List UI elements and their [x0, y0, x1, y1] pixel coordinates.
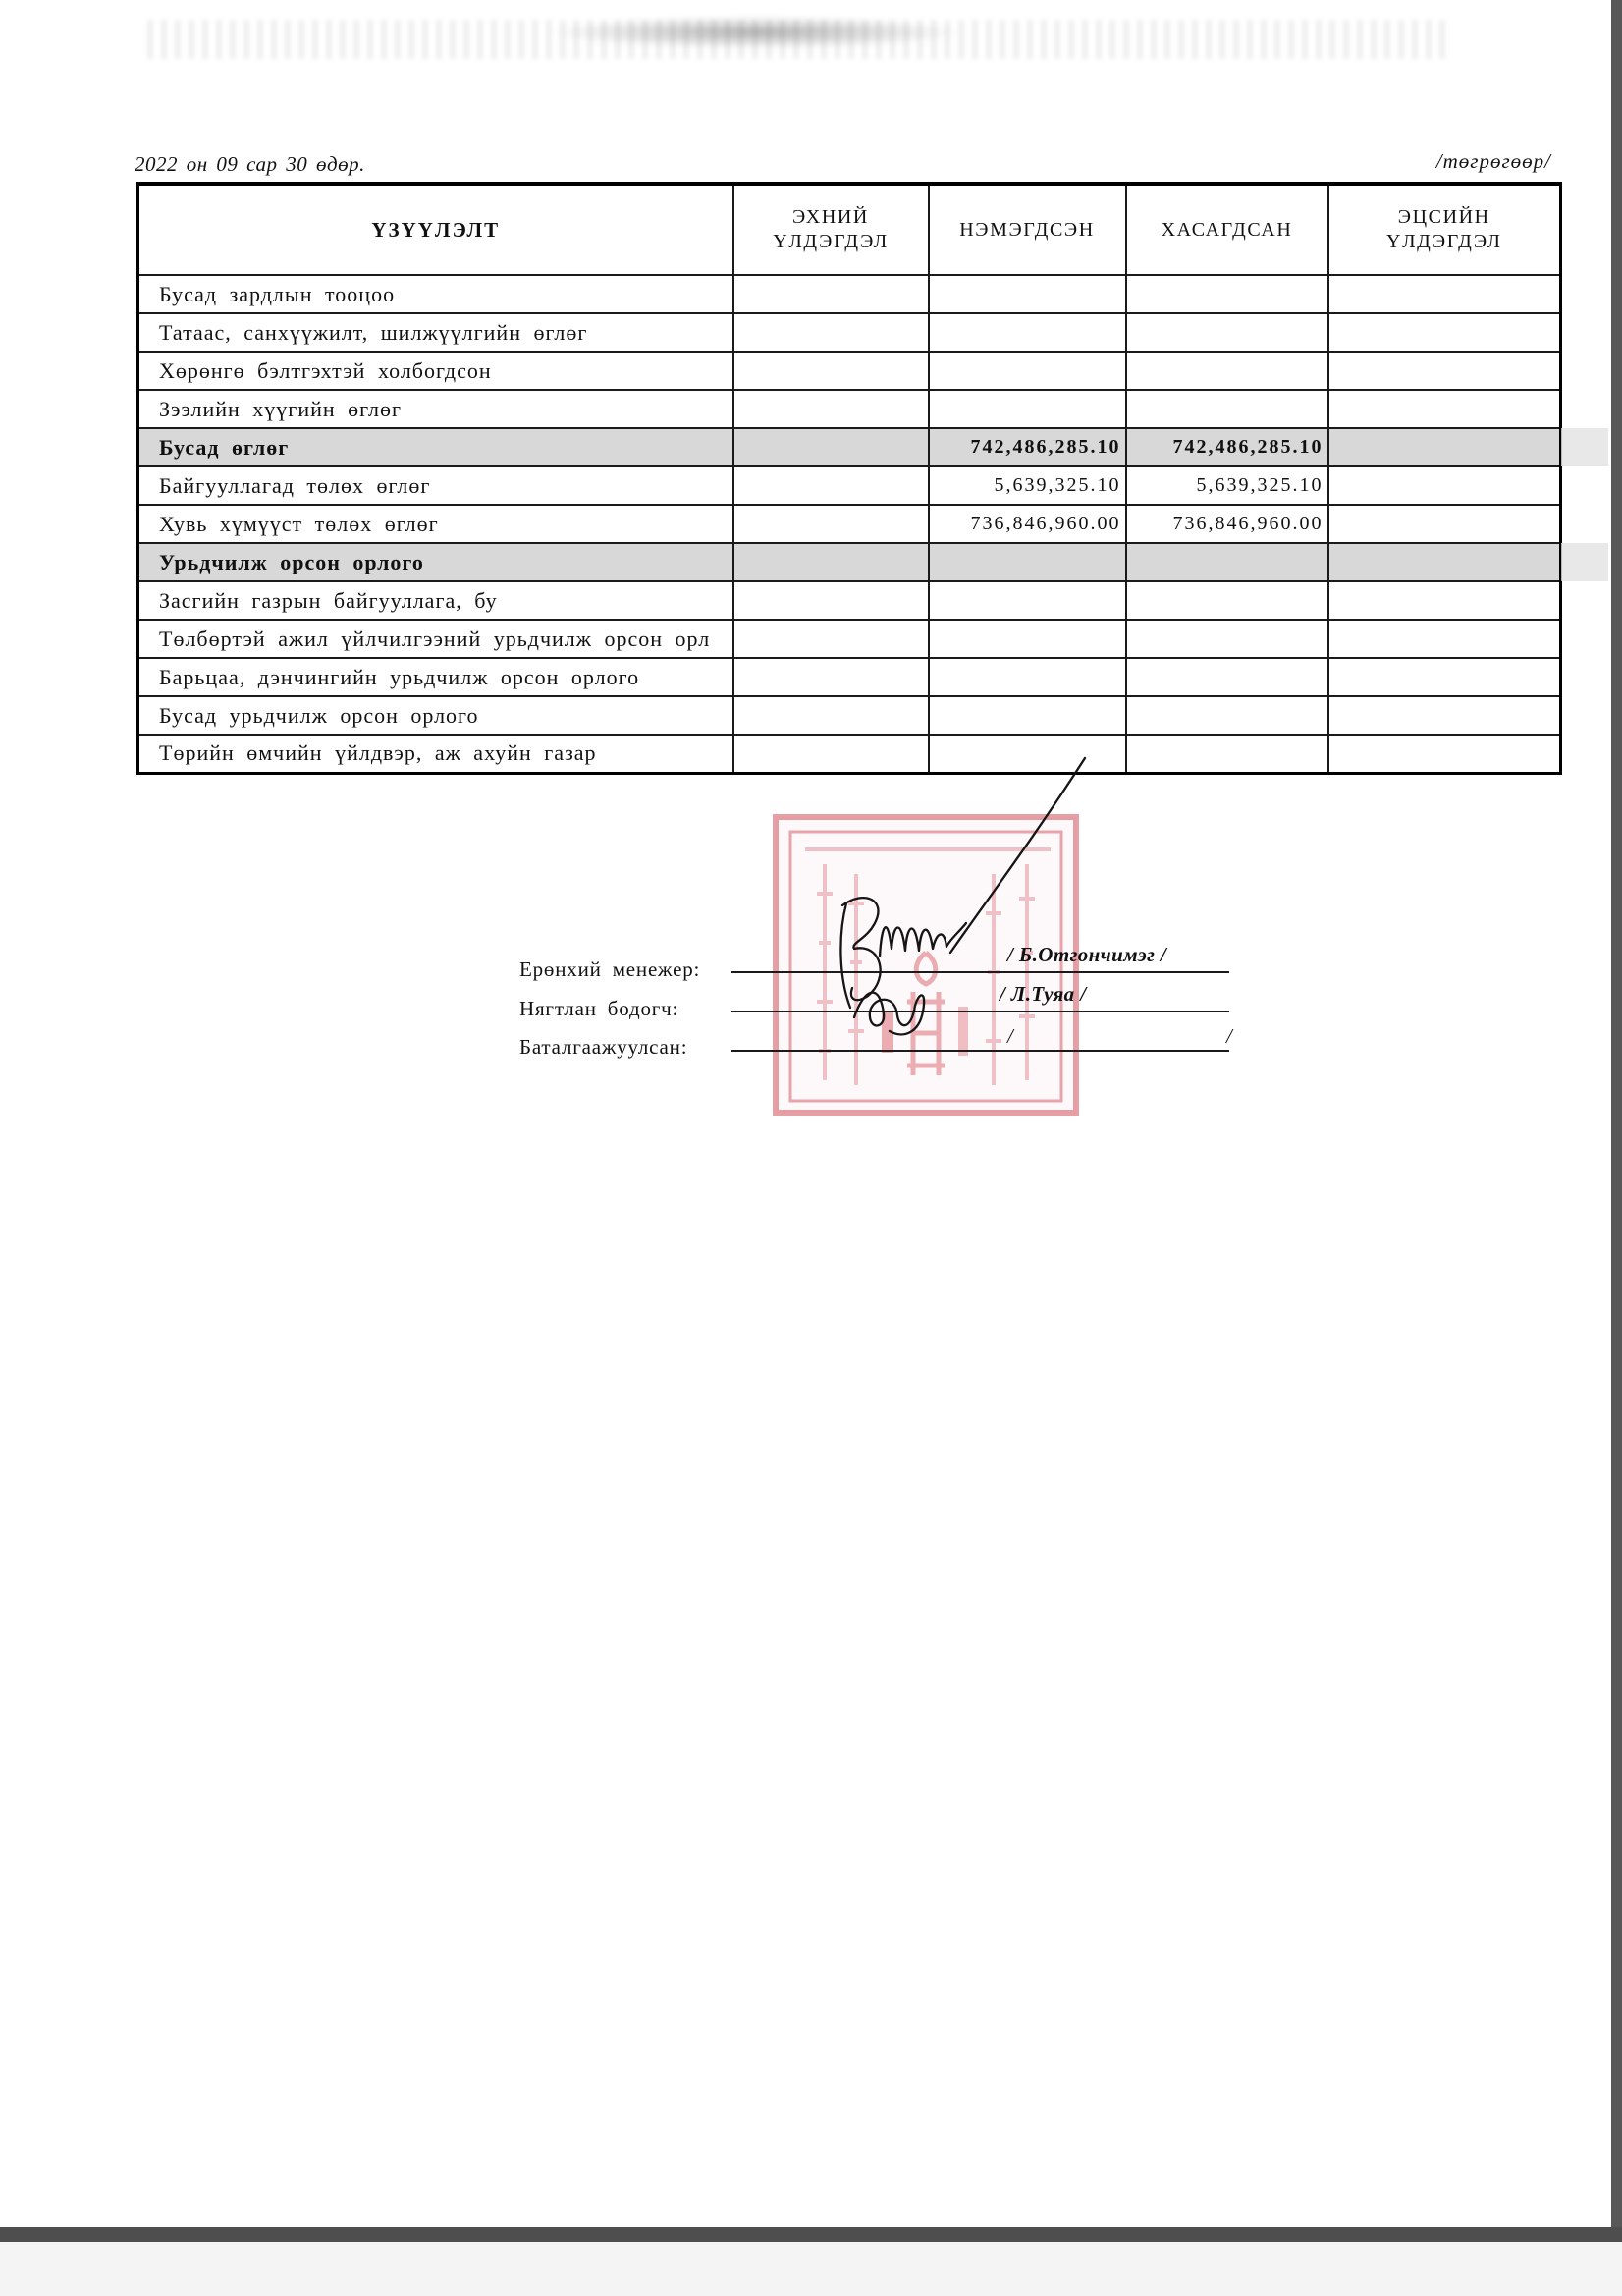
report-date: 2022 он 09 сар 30 өдөр.: [135, 152, 365, 176]
deducted-amount-cell: [1126, 735, 1328, 773]
deducted-amount-cell: [1126, 581, 1328, 620]
deducted-amount-cell: [1126, 275, 1328, 313]
row-label-cell: Барьцаа, дэнчингийн урьдчилж орсон орлого: [138, 658, 733, 696]
added-amount-cell: [929, 313, 1126, 352]
opening-balance-cell: [733, 352, 929, 390]
added-amount-cell: [929, 275, 1126, 313]
added-amount-cell: [929, 352, 1126, 390]
table-row: [138, 428, 1561, 466]
scan-smudge: [550, 16, 962, 49]
added-amount-cell: [929, 390, 1126, 428]
deducted-amount-cell: [1126, 543, 1328, 581]
accountant-name: / Л.Туяа /: [1000, 982, 1087, 1006]
row-label-cell: Бусад зардлын тооцоо: [138, 275, 733, 313]
balance-table: [136, 182, 1562, 775]
row-label-cell: Төлбөртэй ажил үйлчилгээний урьдчилж орсон орл: [138, 620, 733, 658]
table-row: [138, 352, 1561, 390]
row-label-cell: Төрийн өмчийн үйлдвэр, аж ахуйн газар: [138, 735, 733, 773]
row-label-cell: Засгийн газрын байгууллага, бу: [138, 581, 733, 620]
header-line: НЭМЭГДСЭН: [959, 218, 1095, 241]
header-line: ХАСАГДСАН: [1161, 218, 1293, 241]
closing-balance-cell: [1328, 313, 1561, 352]
header-line: ҮЗҮҮЛЭЛТ: [371, 217, 501, 242]
indicator-column-header: [138, 184, 733, 275]
verified-by-name-close: /: [1226, 1024, 1232, 1048]
header-line: ҮЛДЭГДЭЛ: [773, 231, 889, 252]
added-amount-cell: 5,639,325.10: [929, 466, 1126, 505]
table-row: [138, 543, 1561, 581]
verified-by-name-open: /: [1007, 1024, 1013, 1048]
table-row: [138, 581, 1561, 620]
scan-shade-strip: [1561, 543, 1608, 581]
deducted-amount-cell: [1126, 658, 1328, 696]
added-amount-cell: [929, 543, 1126, 581]
opening-balance-cell: [733, 696, 929, 735]
deducted-amount-cell: [1126, 352, 1328, 390]
table-row: [138, 505, 1561, 543]
table-body: [138, 275, 1561, 773]
table-row: [138, 275, 1561, 313]
opening-balance-cell: [733, 466, 929, 505]
accountant-label: Нягтлан бодогч:: [519, 997, 679, 1020]
scan-edge-bottom-fade: [0, 2242, 1622, 2296]
deducted-amount-cell: 5,639,325.10: [1126, 466, 1328, 505]
opening-balance-cell: [733, 505, 929, 543]
table-row: [138, 658, 1561, 696]
deducted-amount-cell: 742,486,285.10: [1126, 428, 1328, 466]
scan-edge-bottom: [0, 2227, 1622, 2242]
deducted-amount-cell: [1126, 390, 1328, 428]
added-amount-cell: [929, 658, 1126, 696]
scan-shade-strip: [1561, 428, 1608, 466]
closing-balance-cell: [1328, 658, 1561, 696]
row-label-cell: Хувь хүмүүст төлөх өглөг: [138, 505, 733, 543]
deducted-amount-cell: [1126, 696, 1328, 735]
general-manager-label: Ерөнхий менежер:: [519, 957, 701, 981]
row-label-cell: Урьдчилж орсон орлого: [138, 543, 733, 581]
verified-by-label: Баталгаажуулсан:: [519, 1035, 688, 1059]
added-amount-cell: [929, 696, 1126, 735]
opening-balance-cell: [733, 543, 929, 581]
opening-balance-cell: [733, 390, 929, 428]
scan-edge-right: [1611, 0, 1622, 2296]
deducted-column-header: [1126, 184, 1328, 275]
added-amount-cell: [929, 620, 1126, 658]
row-label-cell: Хөрөнгө бэлтгэхтэй холбогдсон: [138, 352, 733, 390]
opening-balance-cell: [733, 313, 929, 352]
added-amount-cell: 742,486,285.10: [929, 428, 1126, 466]
opening-balance-cell: [733, 620, 929, 658]
closing-balance-cell: [1328, 696, 1561, 735]
header-line: ҮЛДЭГДЭЛ: [1385, 231, 1502, 252]
closing-balance-cell: [1328, 428, 1561, 466]
added-amount-cell: [929, 581, 1126, 620]
closing-balance-cell: [1328, 581, 1561, 620]
table-header-row: [138, 184, 1561, 275]
added-amount-cell: 736,846,960.00: [929, 505, 1126, 543]
header-line: ЭЦСИЙН: [1397, 206, 1490, 228]
row-label-cell: Бусад урьдчилж орсон орлого: [138, 696, 733, 735]
table-row: [138, 466, 1561, 505]
table-row: [138, 390, 1561, 428]
closing-balance-cell: [1328, 543, 1561, 581]
deducted-amount-cell: [1126, 313, 1328, 352]
closing-balance-column-header: [1328, 184, 1561, 275]
currency-unit: /төгрөгөөр/: [1435, 149, 1551, 173]
opening-balance-cell: [733, 275, 929, 313]
closing-balance-cell: [1328, 735, 1561, 773]
table-row: [138, 313, 1561, 352]
row-label-cell: Татаас, санхүүжилт, шилжүүлгийн өглөг: [138, 313, 733, 352]
opening-balance-cell: [733, 581, 929, 620]
opening-balance-cell: [733, 428, 929, 466]
general-manager-name: / Б.Отгончимэг /: [1007, 943, 1167, 966]
added-column-header: [929, 184, 1126, 275]
table-row: [138, 620, 1561, 658]
row-label-cell: Бусад өглөг: [138, 428, 733, 466]
verified-by-signature-line: [731, 1050, 1229, 1052]
deducted-amount-cell: [1126, 620, 1328, 658]
deducted-amount-cell: 736,846,960.00: [1126, 505, 1328, 543]
closing-balance-cell: [1328, 275, 1561, 313]
row-label-cell: Байгууллагад төлөх өглөг: [138, 466, 733, 505]
opening-balance-cell: [733, 658, 929, 696]
closing-balance-cell: [1328, 505, 1561, 543]
closing-balance-cell: [1328, 620, 1561, 658]
closing-balance-cell: [1328, 390, 1561, 428]
closing-balance-cell: [1328, 352, 1561, 390]
header-line: ЭХНИЙ: [792, 206, 869, 228]
row-label-cell: Зээлийн хүүгийн өглөг: [138, 390, 733, 428]
closing-balance-cell: [1328, 466, 1561, 505]
handwritten-signatures: [825, 746, 1100, 1041]
table-row: [138, 696, 1561, 735]
opening-balance-column-header: [733, 184, 929, 275]
